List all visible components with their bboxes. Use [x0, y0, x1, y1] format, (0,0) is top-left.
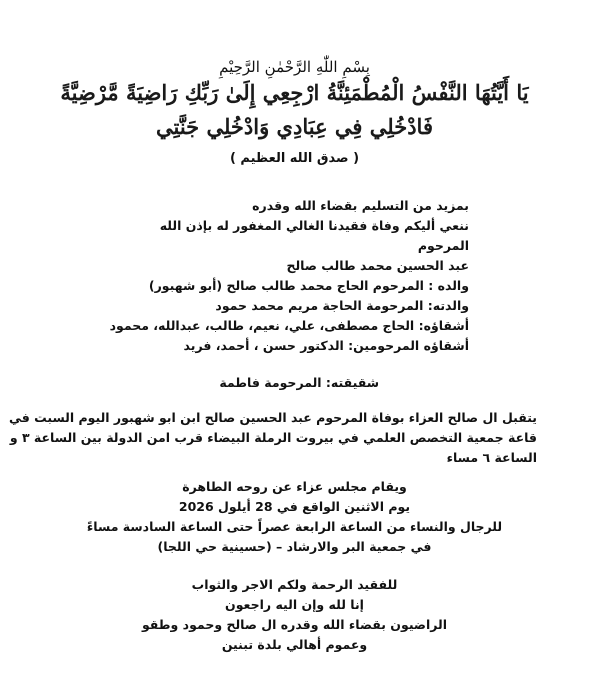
deceased-name: عبد الحسين محمد طالب صالح: [286, 258, 469, 273]
late-brothers-line: أشقاؤه المرحومين: الدكتور حسن ، أحمد، فريد: [183, 338, 469, 353]
majlis-location: في جمعية البر والارشاد – (حسينية حي اللجا): [157, 539, 432, 554]
condolence-paragraph: [8, 408, 537, 468]
majlis-date: يوم الاثنين الواقع في 28 أيلول 2026: [178, 499, 411, 514]
father-line: والده : المرحوم الحاج محمد طالب صالح (أبو شهبور): [148, 278, 469, 293]
condolence-line: يتقبل ال صالح العزاء بوفاة المرحوم عبد الحسين صالح ابن ابو شهبور اليوم السبت في: [8, 410, 537, 425]
basmala: بِسْمِ اللّٰهِ الرَّحْمٰنِ الرَّحِيْمِ: [219, 58, 370, 76]
announcement-block: [109, 196, 469, 356]
closing-line: الراضيون بقضاء الله وقدره ال صالح وحمود وطقو: [141, 617, 448, 632]
sister-line: شقيقته: المرحومة فاطمة: [219, 375, 379, 390]
mother-line: والدته: المرحومة الحاجة مريم محمد حمود: [215, 298, 469, 313]
announcement-line: بمزيد من التسليم بقضاء الله وقدره: [252, 198, 469, 213]
quran-verse-line-1: يَا أَيَّتُهَا النَّفْسُ الْمُطْمَئِنَّةُ ارْجِعِي إِلَىٰ رَبِّكِ رَاضِيَةً مَّرْضِيَّةً: [60, 80, 529, 105]
sadaq-allah: ( صدق الله العظيم ): [229, 151, 360, 166]
majlis-line: ويقام مجلس عزاء عن روحه الطاهرة: [182, 479, 407, 494]
condolence-line: الساعة ٦ مساء: [446, 450, 537, 465]
majlis-time: للرجال والنساء من الساعة الرابعة عصراً حتى الساعة السادسة مساءً: [86, 519, 503, 534]
closing-line: إنا لله وإن اليه راجعون: [225, 597, 364, 612]
brothers-line: أشقاؤه: الحاج مصطفى، علي، نعيم، طالب، عبدالله، محمود: [109, 318, 469, 333]
condolence-line: قاعة جمعية التخصص العلمي في بيروت الرملة البيضاء قرب امن الدولة بين الساعة ٣ و: [9, 430, 537, 445]
quran-verse-line-2: فَادْخُلِي فِي عِبَادِي وَادْخُلِي جَنَّتِي: [156, 114, 433, 139]
closing-line: للفقيد الرحمة ولكم الاجر والثواب: [191, 577, 398, 592]
closing-line: وعموم أهالي بلدة تبنين: [221, 637, 368, 652]
closing-block: [0, 575, 589, 655]
majlis-block: [0, 477, 589, 557]
announcement-line: المرحوم: [417, 238, 469, 253]
announcement-line: ننعي أليكم وفاة فقيدنا الغالي المغفور له بإذن الله: [159, 218, 469, 233]
